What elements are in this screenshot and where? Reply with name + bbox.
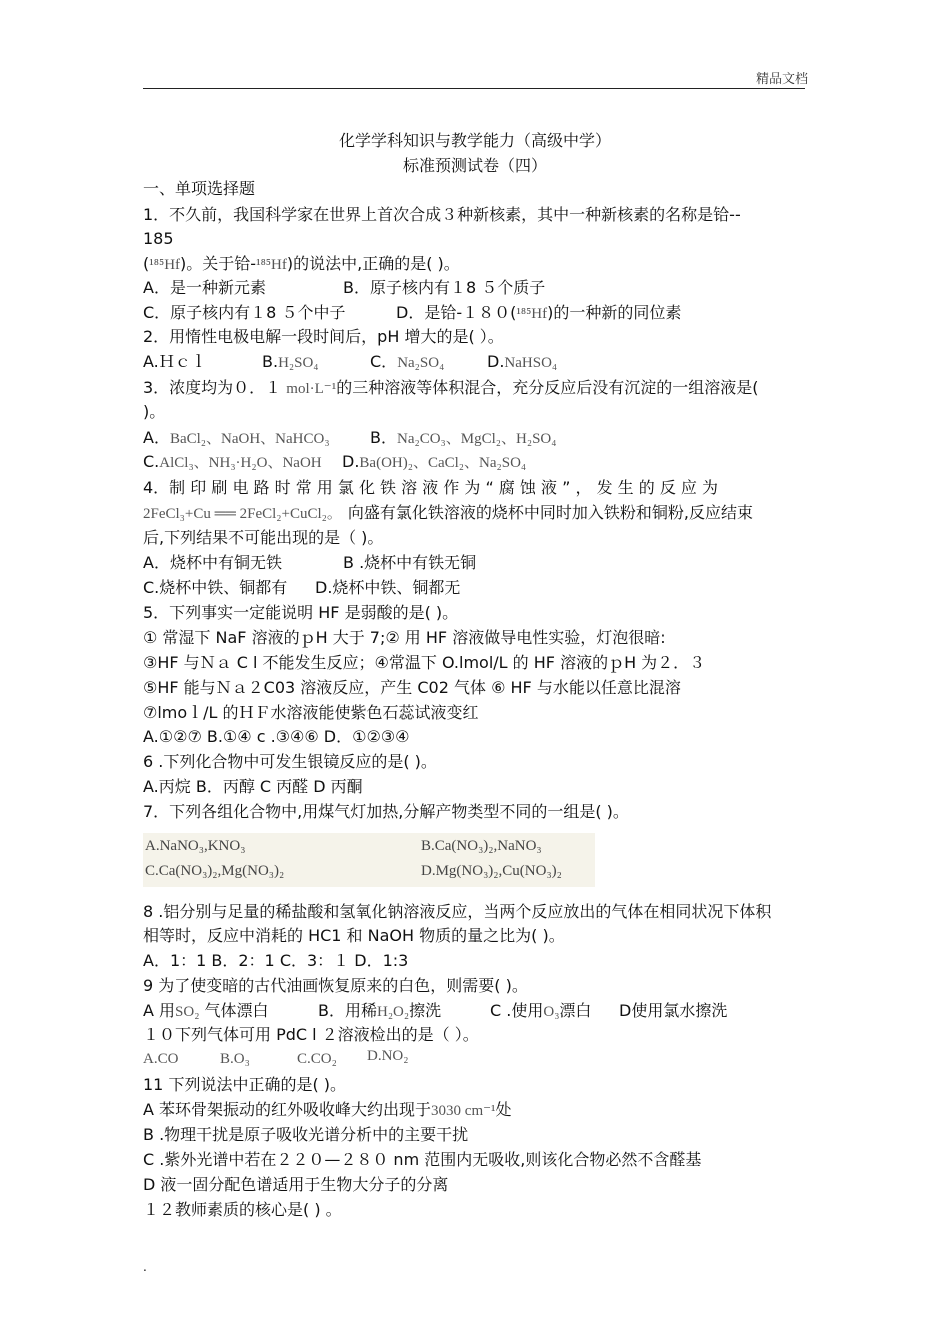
q9-option-c: C .使用O₃漂白 [490, 1001, 592, 1020]
q5-statement-2: ③HF 与Ｎａ C l 不能发生反应；④常温下 O.lmol/L 的 HF 溶液的ｐH 为２．３ [143, 653, 706, 672]
q7-option-d: D.Mg(NO₃)₂,Cu(NO₃)₂ [421, 863, 562, 879]
q2-option-d: D.NaHSO₄ [487, 352, 558, 371]
q9-option-a: A 用SO₂ 气体漂白 [143, 1001, 269, 1020]
q7-stem: 7．下列各组化合物中,用煤气灯加热,分解产物类型不同的一组是( )。 [143, 802, 629, 821]
doc-title: 化学学科知识与教学能力（高级中学） [338, 131, 611, 150]
q1-option-d: D．是铪-１８０(¹⁸⁵Hf)的一种新的同位素 [396, 303, 682, 322]
q10-stem: １０下列气体可用 PdC l ２溶液检出的是（ ）。 [143, 1025, 479, 1044]
q2-option-c: C．Na₂SO₄ [370, 352, 445, 371]
hf-symbol-image: ¹⁸⁵Hf [256, 257, 287, 273]
hf-symbol-image: ¹⁸⁵Hf [516, 306, 548, 322]
q10-option-c: C.CO₂ [297, 1051, 337, 1067]
q7-options-image [143, 833, 595, 887]
doc-subtitle: 标准预测试卷（四） [402, 156, 547, 175]
q4-option-b: B .烧杯中有铁无铜 [343, 553, 477, 572]
q4-stem-line3: 后,下列结果不可能出现的是（ )。 [143, 528, 384, 547]
q1-stem-cont: 185 [143, 229, 174, 248]
q1-stem-line3: (¹⁸⁵Hf)。关于铪-¹⁸⁵Hf)的说法中,正确的是( )。 [143, 254, 460, 273]
q7-option-a: A.NaNO₃,KNO₃ [145, 838, 246, 854]
q4-option-d: D.烧杯中铁、铜都无 [315, 578, 461, 597]
q11-option-a: A 苯环骨架振动的红外吸收峰大约出现于3030 cm⁻¹处 [143, 1100, 512, 1119]
q3-option-b: B．Na₂CO₃、MgCl₂、H₂SO₄ [370, 428, 557, 447]
q2-option-b: B.H₂SO₄ [262, 352, 319, 371]
q7-option-c: C.Ca(NO₃)₂,Mg(NO₃)₂ [145, 863, 285, 879]
q6-stem: 6 .下列化合物中可发生银镜反应的是( )。 [143, 752, 437, 771]
q4-stem: 4．制 印 刷 电 路 时 常 用 氯 化 铁 溶 液 作 为 “ 腐 蚀 液 ” ， 发 生 的 反 应 为 [143, 478, 718, 497]
q5-statement-1: ① 常湿下 NaF 溶液的ｐH 大于 7;② 用 HF 溶液做导电性实验，灯泡很暗: [143, 628, 666, 647]
q11-option-b: B .物理干扰是原子吸收光谱分析中的主要干扰 [143, 1125, 469, 1144]
q9-option-b: B．用稀H₂O₂擦洗 [318, 1001, 442, 1020]
q11-option-d: D 液一固分配色谱适用于生物大分子的分离 [143, 1175, 449, 1194]
q1-option-b: B．原子核内有１8 ５个质子 [343, 278, 546, 297]
q5-options: A.①②⑦ B.①④ c .③④⑥ D．①②③④ [143, 727, 410, 746]
footer-dot: . [143, 1260, 147, 1274]
hf-symbol-image: ¹⁸⁵Hf [149, 257, 181, 273]
q3-option-a: A．BaCl₂、NaOH、NaHCO₃ [143, 428, 330, 447]
q11-option-c: C .紫外光谱中若在２２０—２８０ nm 范围内无吸收,则该化合物必然不含醛基 [143, 1150, 702, 1169]
q12-stem: １２教师素质的核心是( ) 。 [143, 1200, 342, 1219]
q11-stem: 11 下列说法中正确的是( )。 [143, 1075, 347, 1094]
q3-option-c: C.AlCl₃、NH₃·H₂O、NaOH [143, 452, 322, 471]
q3-stem-cont: )。 [143, 402, 166, 421]
section-heading: 一、单项选择题 [143, 179, 256, 198]
q1-stem: 1．不久前，我国科学家在世界上首次合成３种新核素，其中一种新核素的名称是铪-- [143, 205, 741, 224]
q5-stem: 5．下列事实一定能说明 HF 是弱酸的是( )。 [143, 603, 459, 622]
q10-option-a: A.CO [143, 1051, 179, 1067]
q3-option-d: D.Ba(OH)₂、CaCl₂、Na₂SO₄ [342, 452, 527, 471]
q5-statement-4: ⑦lmoｌ/L 的ＨＦ水溶液能使紫色石蕊试液变红 [143, 703, 479, 722]
q1-option-c: C．原子核内有１8 ５个中子 [143, 303, 346, 322]
unit-image: mol·L⁻¹ [286, 381, 337, 397]
q9-option-d: D使用氯水擦洗 [619, 1001, 728, 1020]
q4-stem-line2: 2FeCl₃+Cu ══ 2FeCl₂+CuCl₂。 向盛有氯化铁溶液的烧杯中同时加入铁粉和铜粉,反应结束 [143, 503, 753, 522]
q6-options: A.丙烷 B．丙醇 C 丙醛 D 丙酮 [143, 777, 363, 796]
q2-stem: 2．用惰性电极电解一段时间后，pH 增大的是( ）。 [143, 327, 504, 346]
q8-stem-cont: 相等时，反应中消耗的 HC1 和 NaOH 物质的量之比为( )。 [143, 926, 565, 945]
q9-stem: 9 为了使变暗的古代油画恢复原来的白色，则需要( )。 [143, 976, 528, 995]
page-header: 精品文档 [755, 72, 808, 87]
q2-option-a: A.Ｈｃｌ [143, 352, 207, 371]
q4-option-a: A．烧杯中有铜无铁 [143, 553, 282, 572]
q8-options: A．1：1 B．2：1 C．3：１ D．1:3 [143, 951, 409, 970]
q7-option-b: B.Ca(NO₃)₂,NaNO₃ [421, 838, 542, 854]
reaction-equation-image: 2FeCl₃+Cu ══ 2FeCl₂+CuCl₂。 [143, 506, 342, 522]
header-rule [143, 88, 805, 89]
q5-statement-3: ⑤HF 能与Ｎａ２C03 溶液反应，产生 C02 气体 ⑥ HF 与水能以任意比混溶 [143, 678, 681, 697]
q8-stem: 8 .铝分别与足量的稀盐酸和氢氧化钠溶液反应，当两个反应放出的气体在相同状况下体积 [143, 902, 772, 921]
q4-option-c: C.烧杯中铁、铜都有 [143, 578, 288, 597]
q3-stem: 3．浓度均为０．１ mol·L⁻¹的三种溶液等体积混合，充分反应后没有沉淀的一组溶液是( [143, 378, 759, 397]
q1-option-a: A．是一种新元素 [143, 278, 266, 297]
q10-option-d: D.NO₂ [367, 1048, 409, 1064]
q10-option-b: B.O₃ [220, 1051, 250, 1067]
